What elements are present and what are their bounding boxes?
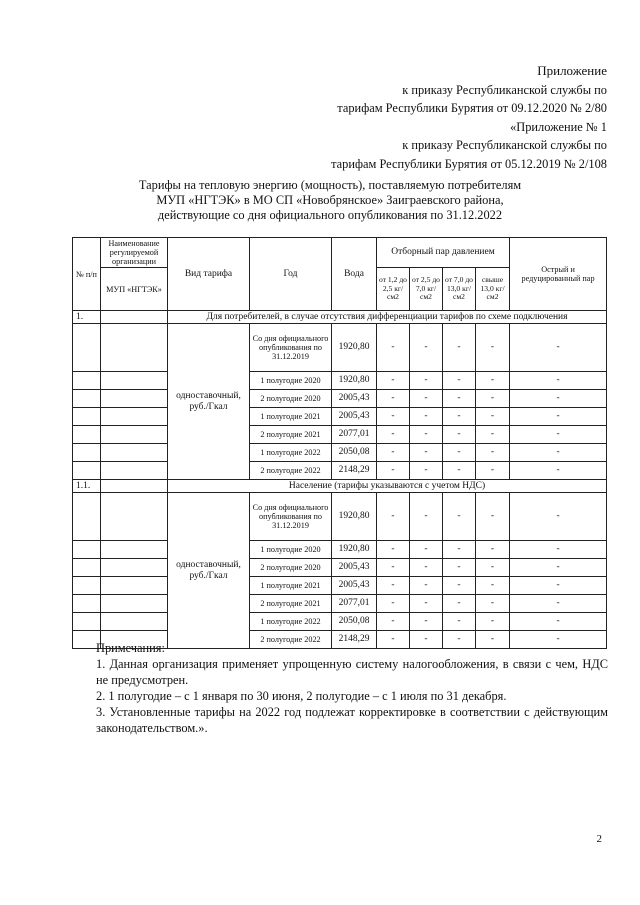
empty-num-cell — [73, 390, 101, 408]
water-tariff-cell: 2005,43 — [332, 559, 377, 577]
tariff-table — [72, 237, 607, 649]
period-cell: 2 полугодие 2022 — [250, 462, 332, 480]
tariff-row — [73, 595, 607, 613]
header-line: к приказу Республиканской службы по — [402, 138, 607, 152]
steam-dash-cell: - — [410, 444, 443, 462]
empty-num-cell — [73, 541, 101, 559]
title-line: действующие со дня официального опубликования по 31.12.2022 — [157, 208, 503, 222]
notes-heading: Примечания: — [96, 641, 165, 655]
header-water: Вода — [332, 238, 377, 311]
period-cell: 2 полугодие 2021 — [250, 426, 332, 444]
steam-dash-cell: - — [476, 559, 510, 577]
steam-dash-cell: - — [443, 595, 476, 613]
water-tariff-cell: 1920,80 — [332, 372, 377, 390]
period-cell: Со дня официального опубликования по 31.12.2019 — [250, 493, 332, 541]
title-line: Тарифы на тепловую энергию (мощность), поставляемую потребителям — [138, 178, 522, 192]
section-row — [73, 480, 607, 493]
section-num: 1. — [73, 311, 101, 324]
period-cell: 1 полугодие 2022 — [250, 613, 332, 631]
header-line: «Приложение № 1 — [510, 119, 607, 134]
tariff-row — [73, 408, 607, 426]
empty-num-cell — [73, 493, 101, 541]
steam-dash-cell: - — [377, 372, 410, 390]
period-cell: 1 полугодие 2021 — [250, 408, 332, 426]
period-cell: 2 полугодие 2021 — [250, 595, 332, 613]
steam-dash-cell: - — [377, 324, 410, 372]
steam-dash-cell: - — [377, 577, 410, 595]
steam-dash-cell: - — [510, 613, 607, 631]
tariff-row — [73, 390, 607, 408]
steam-dash-cell: - — [510, 444, 607, 462]
period-cell: 2 полугодие 2022 — [250, 631, 332, 649]
tariff-row — [73, 613, 607, 631]
steam-dash-cell: - — [443, 426, 476, 444]
tariff-row — [73, 444, 607, 462]
steam-dash-cell: - — [410, 559, 443, 577]
steam-dash-cell: - — [410, 372, 443, 390]
water-tariff-cell: 2077,01 — [332, 595, 377, 613]
empty-num-cell — [73, 324, 101, 372]
empty-num-cell — [73, 372, 101, 390]
steam-dash-cell: - — [510, 493, 607, 541]
page-number: 2 — [596, 833, 602, 845]
tariff-type-cell: одноставочный, руб./Гкал — [168, 493, 250, 649]
water-tariff-cell: 1920,80 — [332, 493, 377, 541]
period-cell: 1 полугодие 2020 — [250, 372, 332, 390]
steam-dash-cell: - — [377, 559, 410, 577]
water-tariff-cell: 1920,80 — [332, 324, 377, 372]
tariff-row — [73, 372, 607, 390]
period-cell: 1 полугодие 2021 — [250, 577, 332, 595]
steam-dash-cell: - — [510, 595, 607, 613]
empty-org-cell — [101, 444, 168, 462]
steam-dash-cell: - — [443, 324, 476, 372]
empty-org-cell — [101, 493, 168, 541]
steam-dash-cell: - — [476, 444, 510, 462]
tariff-row — [73, 462, 607, 480]
steam-dash-cell: - — [476, 426, 510, 444]
empty-num-cell — [73, 577, 101, 595]
steam-dash-cell: - — [443, 577, 476, 595]
steam-dash-cell: - — [476, 408, 510, 426]
steam-dash-cell: - — [476, 462, 510, 480]
steam-dash-cell: - — [443, 613, 476, 631]
header-block — [331, 62, 607, 173]
steam-dash-cell: - — [410, 577, 443, 595]
header-tariff-type: Вид тарифа — [168, 238, 250, 311]
empty-org-cell — [101, 541, 168, 559]
steam-dash-cell: - — [510, 408, 607, 426]
water-tariff-cell: 2148,29 — [332, 462, 377, 480]
steam-dash-cell: - — [476, 541, 510, 559]
header-steam: Отборный пар давлением — [377, 238, 510, 268]
steam-dash-cell: - — [410, 613, 443, 631]
steam-dash-cell: - — [410, 595, 443, 613]
tariff-row — [73, 541, 607, 559]
steam-dash-cell: - — [377, 493, 410, 541]
steam-dash-cell: - — [377, 444, 410, 462]
empty-num-cell — [73, 444, 101, 462]
empty-num-cell — [73, 595, 101, 613]
water-tariff-cell: 2005,43 — [332, 577, 377, 595]
period-cell: Со дня официального опубликования по 31.12.2019 — [250, 324, 332, 372]
tariff-row — [73, 426, 607, 444]
note-item: 3. Установленные тарифы на 2022 год подлежат корректировке в соответствии с действующим законодательством.». — [96, 705, 608, 735]
steam-dash-cell: - — [443, 493, 476, 541]
empty-org-cell — [101, 324, 168, 372]
header-sharp-steam: Острый и редуцированный пар — [510, 238, 607, 311]
steam-dash-cell: - — [443, 541, 476, 559]
steam-dash-cell: - — [377, 426, 410, 444]
period-cell: 2 полугодие 2020 — [250, 559, 332, 577]
empty-org-cell — [101, 426, 168, 444]
steam-dash-cell: - — [476, 595, 510, 613]
empty-num-cell — [73, 408, 101, 426]
header-steam-col: от 1,2 до 2,5 кг/см2 — [377, 268, 410, 311]
steam-dash-cell: - — [410, 631, 443, 649]
section-row — [73, 311, 607, 324]
steam-dash-cell: - — [443, 462, 476, 480]
empty-org-cell — [101, 390, 168, 408]
steam-dash-cell: - — [377, 462, 410, 480]
section-empty-cell — [101, 480, 168, 493]
header-num: № п/п — [73, 238, 101, 311]
tariff-row — [73, 493, 607, 541]
empty-num-cell — [73, 613, 101, 631]
steam-dash-cell: - — [476, 372, 510, 390]
empty-num-cell — [73, 426, 101, 444]
water-tariff-cell: 2050,08 — [332, 613, 377, 631]
steam-dash-cell: - — [476, 390, 510, 408]
header-line: тарифам Республики Бурятия от 05.12.2019 № 2/108 — [331, 156, 607, 171]
empty-org-cell — [101, 595, 168, 613]
tariff-type-cell: одноставочный, руб./Гкал — [168, 324, 250, 480]
steam-dash-cell: - — [410, 462, 443, 480]
steam-dash-cell: - — [377, 613, 410, 631]
steam-dash-cell: - — [377, 408, 410, 426]
steam-dash-cell: - — [410, 493, 443, 541]
empty-num-cell — [73, 559, 101, 577]
steam-dash-cell: - — [443, 390, 476, 408]
steam-dash-cell: - — [410, 324, 443, 372]
steam-dash-cell: - — [510, 631, 607, 649]
steam-dash-cell: - — [510, 559, 607, 577]
tariff-row — [73, 324, 607, 372]
header-org: Наименование регулируемой организации — [101, 238, 168, 268]
steam-dash-cell: - — [476, 631, 510, 649]
document-title — [90, 178, 570, 223]
steam-dash-cell: - — [410, 390, 443, 408]
steam-dash-cell: - — [377, 595, 410, 613]
steam-dash-cell: - — [510, 324, 607, 372]
water-tariff-cell: 1920,80 — [332, 541, 377, 559]
steam-dash-cell: - — [410, 426, 443, 444]
tariff-row — [73, 577, 607, 595]
header-line: Приложение — [537, 63, 607, 78]
steam-dash-cell: - — [377, 541, 410, 559]
empty-org-cell — [101, 613, 168, 631]
header-steam-col: от 2,5 до 7,0 кг/см2 — [410, 268, 443, 311]
steam-dash-cell: - — [510, 541, 607, 559]
section-num: 1.1. — [73, 480, 101, 493]
header-org-name: МУП «НГТЭК» — [101, 268, 168, 311]
empty-org-cell — [101, 372, 168, 390]
tariff-row — [73, 559, 607, 577]
steam-dash-cell: - — [410, 541, 443, 559]
note-item: 2. 1 полугодие – с 1 января по 30 июня, 2 полугодие – с 1 июля по 31 декабря. — [96, 689, 507, 703]
section-empty-cell — [101, 311, 168, 324]
steam-dash-cell: - — [476, 613, 510, 631]
period-cell: 1 полугодие 2020 — [250, 541, 332, 559]
steam-dash-cell: - — [510, 462, 607, 480]
header-steam-col: свыше 13,0 кг/см2 — [476, 268, 510, 311]
water-tariff-cell: 2005,43 — [332, 390, 377, 408]
steam-dash-cell: - — [443, 408, 476, 426]
header-line: к приказу Республиканской службы по — [402, 82, 607, 97]
water-tariff-cell: 2005,43 — [332, 408, 377, 426]
steam-dash-cell: - — [510, 390, 607, 408]
steam-dash-cell: - — [476, 324, 510, 372]
water-tariff-cell: 2077,01 — [332, 426, 377, 444]
steam-dash-cell: - — [510, 577, 607, 595]
steam-dash-cell: - — [443, 372, 476, 390]
header-line: тарифам Республики Бурятия от 09.12.2020 № 2/80 — [337, 101, 607, 115]
steam-dash-cell: - — [510, 372, 607, 390]
steam-dash-cell: - — [410, 408, 443, 426]
empty-org-cell — [101, 408, 168, 426]
steam-dash-cell: - — [377, 390, 410, 408]
water-tariff-cell: 2148,29 — [332, 631, 377, 649]
empty-org-cell — [101, 462, 168, 480]
steam-dash-cell: - — [443, 559, 476, 577]
steam-dash-cell: - — [443, 631, 476, 649]
period-cell: 2 полугодие 2020 — [250, 390, 332, 408]
empty-org-cell — [101, 577, 168, 595]
steam-dash-cell: - — [476, 577, 510, 595]
section-title: Для потребителей, в случае отсутствия дифференциации тарифов по схеме подключения — [168, 311, 607, 324]
steam-dash-cell: - — [377, 631, 410, 649]
period-cell: 1 полугодие 2022 — [250, 444, 332, 462]
empty-num-cell — [73, 462, 101, 480]
steam-dash-cell: - — [476, 493, 510, 541]
title-line: МУП «НГТЭК» в МО СП «Новобрянское» Заиграевского района, — [156, 193, 504, 207]
water-tariff-cell: 2050,08 — [332, 444, 377, 462]
header-year: Год — [250, 238, 332, 311]
section-title: Население (тарифы указываются с учетом НДС) — [168, 480, 607, 493]
steam-dash-cell: - — [443, 444, 476, 462]
steam-dash-cell: - — [510, 426, 607, 444]
empty-org-cell — [101, 559, 168, 577]
note-item: 1. Данная организация применяет упрощенную систему налогообложения, в связи с чем, НДС не предусмотрен. — [96, 657, 608, 687]
notes-block — [96, 640, 608, 736]
header-steam-col: от 7,0 до 13,0 кг/см2 — [443, 268, 476, 311]
